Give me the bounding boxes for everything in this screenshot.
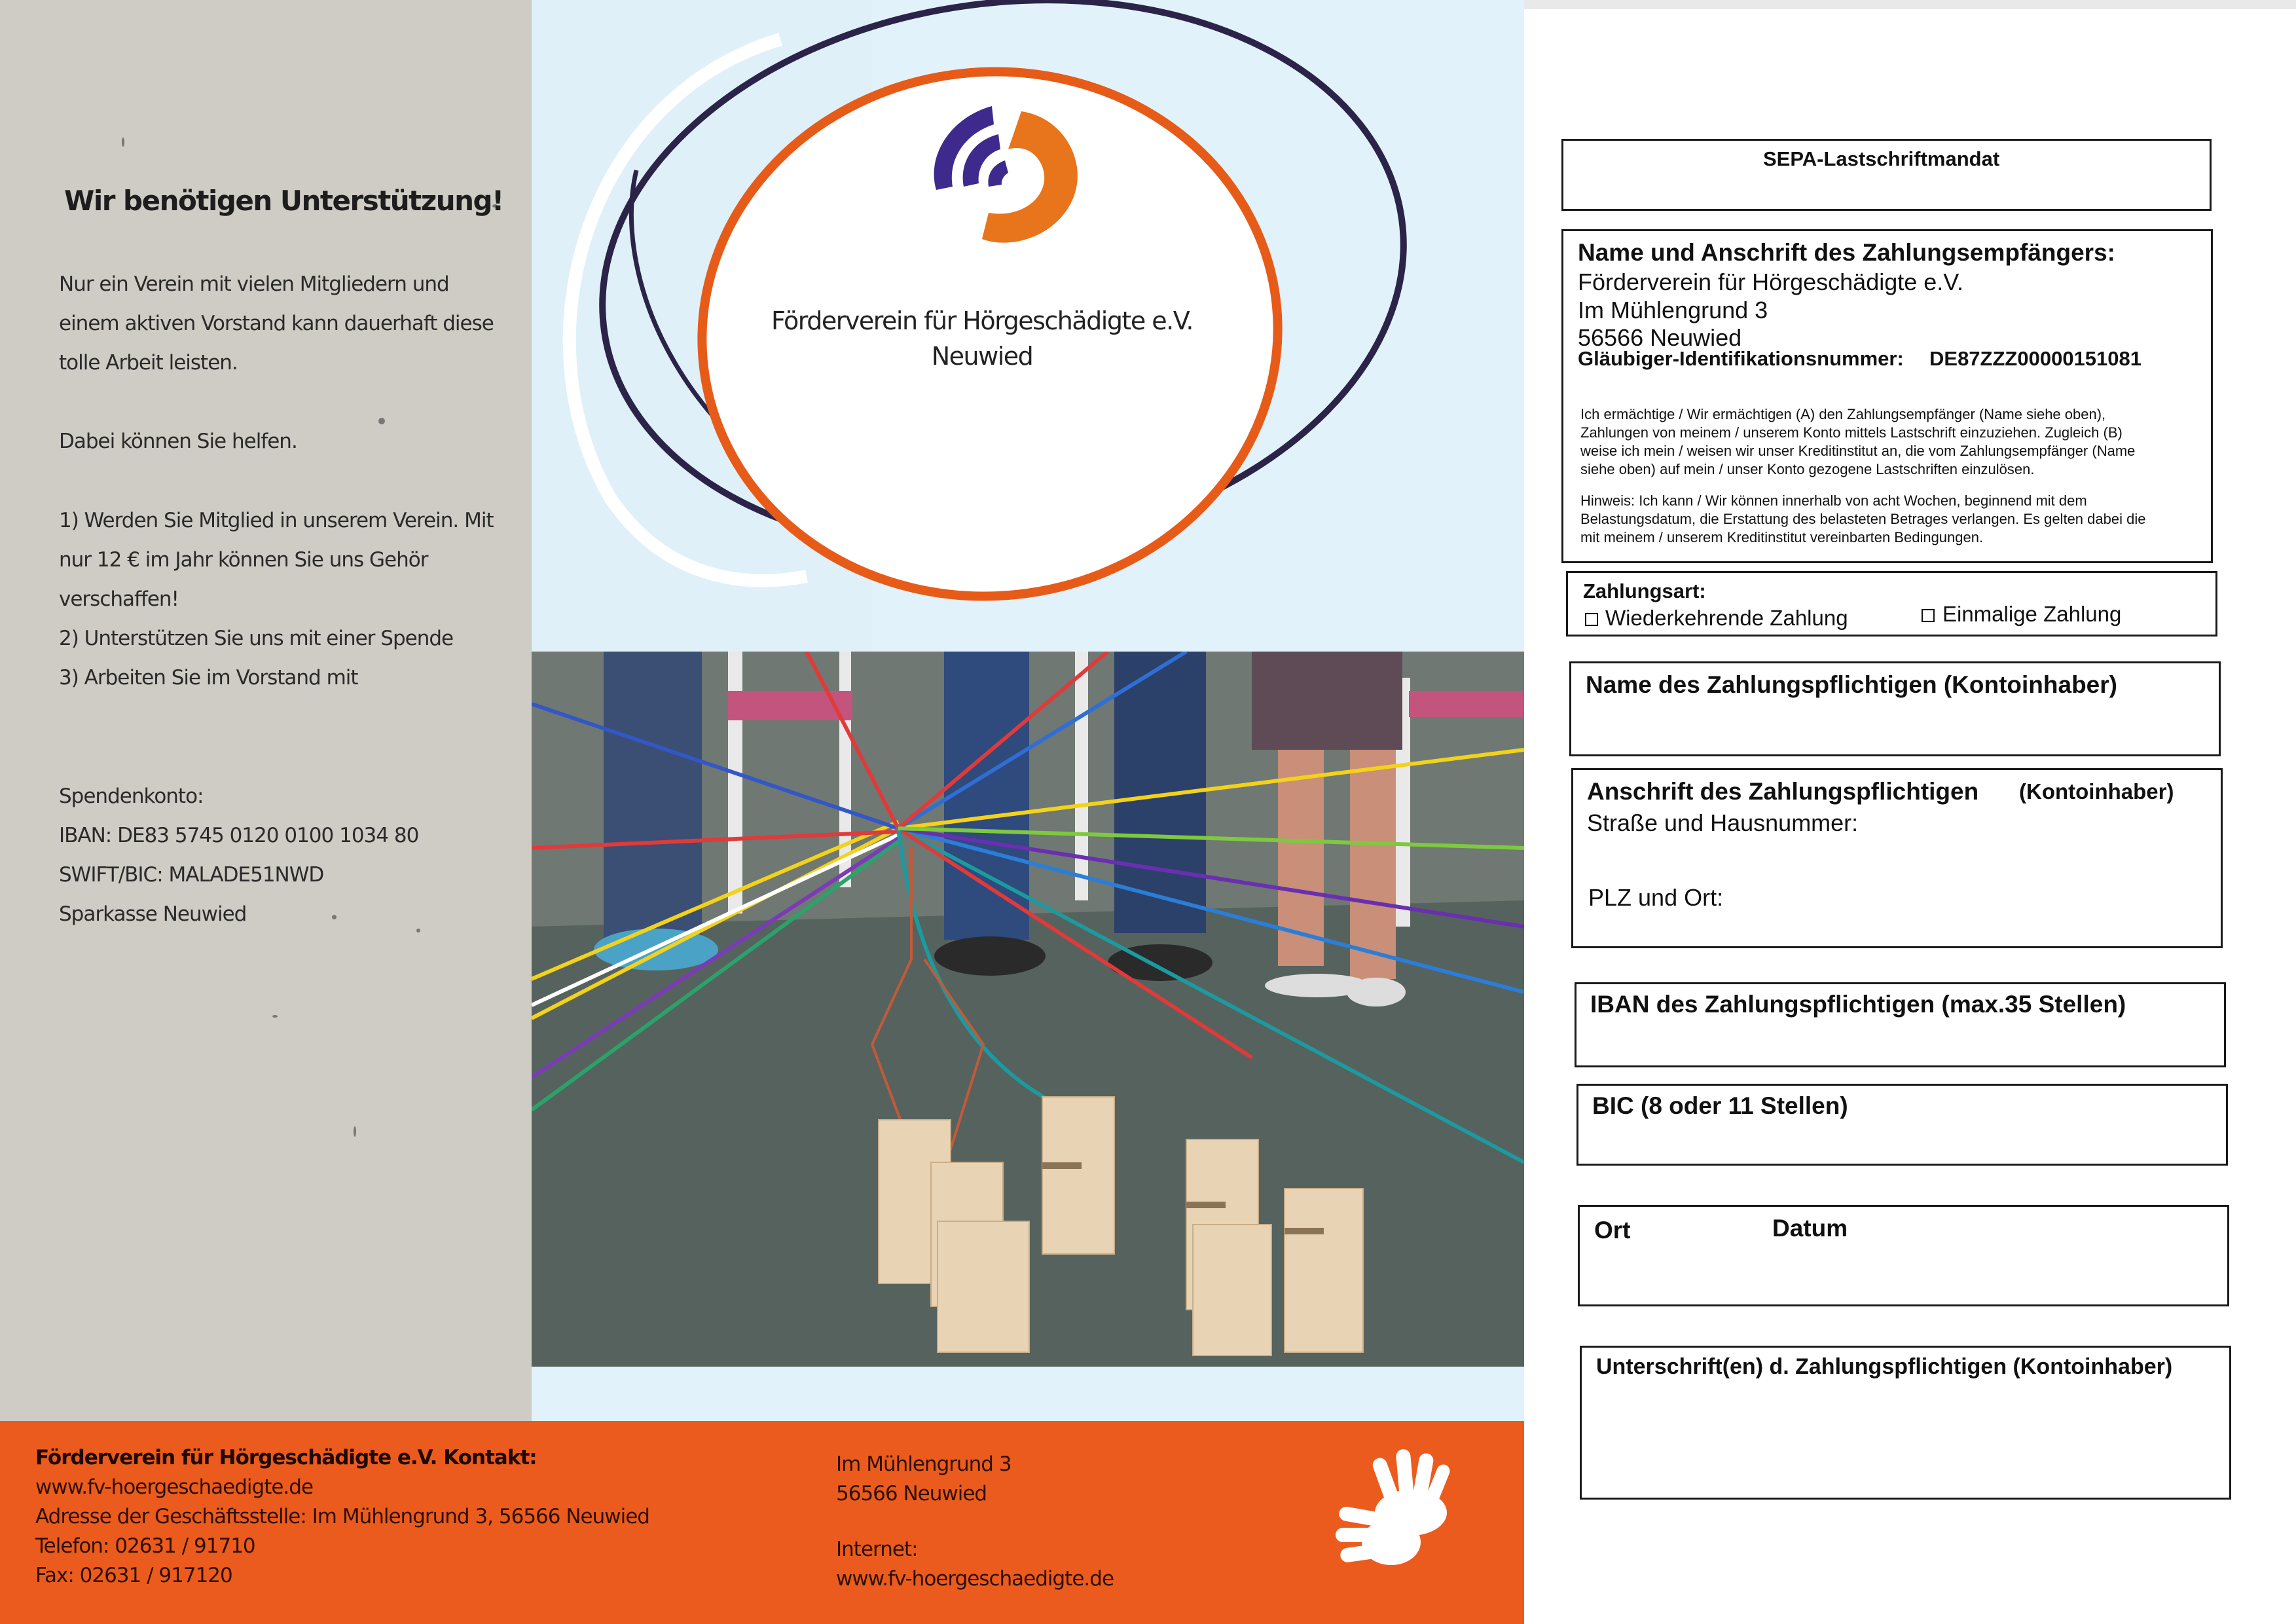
payee-heading: Name und Anschrift des Zahlungsempfängers: xyxy=(1578,239,2115,266)
mandate-text-1: Ich ermächtige / Wir ermächtigen (A) den Zahlungsempfänger (Name siehe oben), xyxy=(1580,406,2106,422)
creditor-id-label: Gläubiger-Identifikationsnummer: xyxy=(1578,347,1904,370)
help-list-line-5: 3) Arbeiten Sie im Vorstand mit xyxy=(59,666,358,690)
help-line: Dabei können Sie helfen. xyxy=(59,430,297,453)
photo-rope-game xyxy=(532,652,1524,1367)
hint-text-1: Hinweis: Ich kann / Wir können innerhalb von acht Wochen, beginnend mit dem xyxy=(1580,492,2087,509)
footer-phone: Telefon: 02631 / 91710 xyxy=(35,1534,255,1558)
org-name: Förderverein für Hörgeschädigte e.V. xyxy=(771,306,1193,335)
mandate-text-3: weise ich mein / weisen wir unser Kreditinstitut an, die vom Zahlungsempfänger (Name xyxy=(1580,443,2136,459)
recurring-payment-label: Wiederkehrende Zahlung xyxy=(1605,606,1848,630)
bic-label: BIC (8 oder 11 Stellen) xyxy=(1592,1092,1848,1119)
date-label: Datum xyxy=(1772,1215,1848,1242)
org-city: Neuwied xyxy=(931,342,1033,371)
hint-text-2: Belastungsdatum, die Erstattung des belasteten Betrages verlangen. Es gelten dabei die xyxy=(1580,511,2146,527)
donation-bank: Sparkasse Neuwied xyxy=(59,902,247,926)
donation-iban: IBAN: DE83 5745 0120 0100 1034 80 xyxy=(59,824,419,847)
place-label: Ort xyxy=(1594,1217,1631,1244)
mandate-text-4: siehe oben) auf mein / unser Konto gezogene Lastschriften einzulösen. xyxy=(1580,461,2035,477)
payer-name-label: Name des Zahlungspflichtigen (Kontoinhaber) xyxy=(1586,671,2117,698)
footer-city: 56566 Neuwied xyxy=(836,1482,987,1505)
intro-line-2: einem aktiven Vorstand kann dauerhaft diese xyxy=(59,312,494,335)
payee-street: Im Mühlengrund 3 xyxy=(1578,297,1768,323)
sepa-title: SEPA-Lastschriftmandat xyxy=(1763,147,2000,170)
help-list-line-1: 1) Werden Sie Mitglied in unserem Verein. Mit xyxy=(59,509,494,532)
support-heading: Wir benötigen Unterstützung! xyxy=(64,185,503,217)
help-list-line-3: verschaffen! xyxy=(59,587,179,611)
zip-city-label: PLZ und Ort: xyxy=(1588,884,1724,911)
mandate-text-2: Zahlungen von meinem / unserem Konto mittels Lastschrift einzuziehen. Zugleich (B) xyxy=(1580,424,2123,441)
help-list-line-4: 2) Unterstützen Sie uns mit einer Spende xyxy=(59,627,454,650)
creditor-id: DE87ZZZ00000151081 xyxy=(1929,347,2142,370)
footer-internet-label: Internet: xyxy=(836,1538,918,1561)
payee-name: Förderverein für Hörgeschädigte e.V. xyxy=(1578,268,1963,295)
signature-label: Unterschrift(en) d. Zahlungspflichtigen (Kontoinhaber) xyxy=(1596,1354,2173,1379)
payment-type-label: Zahlungsart: xyxy=(1583,580,1706,602)
intro-line-1: Nur ein Verein mit vielen Mitgliedern und xyxy=(59,272,449,296)
donation-account-label: Spendenkonto: xyxy=(59,784,204,808)
place-date-field[interactable] xyxy=(1578,1205,2229,1306)
footer-address: Adresse der Geschäftsstelle: Im Mühlengrund 3, 56566 Neuwied xyxy=(35,1505,649,1528)
recurring-payment-checkbox[interactable] xyxy=(1585,613,1598,626)
footer-fax: Fax: 02631 / 917120 xyxy=(35,1564,232,1587)
help-list-line-2: nur 12 € im Jahr können Sie uns Gehör xyxy=(59,548,428,572)
ear-logo-icon xyxy=(923,98,1093,255)
payee-city: 56566 Neuwied xyxy=(1578,324,1742,351)
street-label: Straße und Hausnummer: xyxy=(1587,809,1859,836)
single-payment-checkbox[interactable] xyxy=(1922,609,1935,622)
payer-address-suffix: (Kontoinhaber) xyxy=(2019,779,2174,803)
footer-street: Im Mühlengrund 3 xyxy=(836,1452,1011,1476)
footer-contact-heading: Förderverein für Hörgeschädigte e.V. Kontakt: xyxy=(35,1446,537,1469)
payer-address-label: Anschrift des Zahlungspflichtigen xyxy=(1587,778,1979,805)
iban-label: IBAN des Zahlungspflichtigen (max.35 Stellen) xyxy=(1590,991,2126,1018)
hint-text-3: mit meinem / unserem Kreditinstitut vereinbarten Bedingungen. xyxy=(1580,529,1984,545)
donation-bic: SWIFT/BIC: MALADE51NWD xyxy=(59,863,324,887)
footer-website[interactable]: www.fv-hoergeschaedigte.de xyxy=(35,1475,314,1499)
sign-language-hands-icon xyxy=(1332,1444,1463,1581)
footer-internet-url[interactable]: www.fv-hoergeschaedigte.de xyxy=(836,1567,1114,1591)
intro-line-3: tolle Arbeit leisten. xyxy=(59,351,238,375)
single-payment-label: Einmalige Zahlung xyxy=(1942,602,2122,626)
